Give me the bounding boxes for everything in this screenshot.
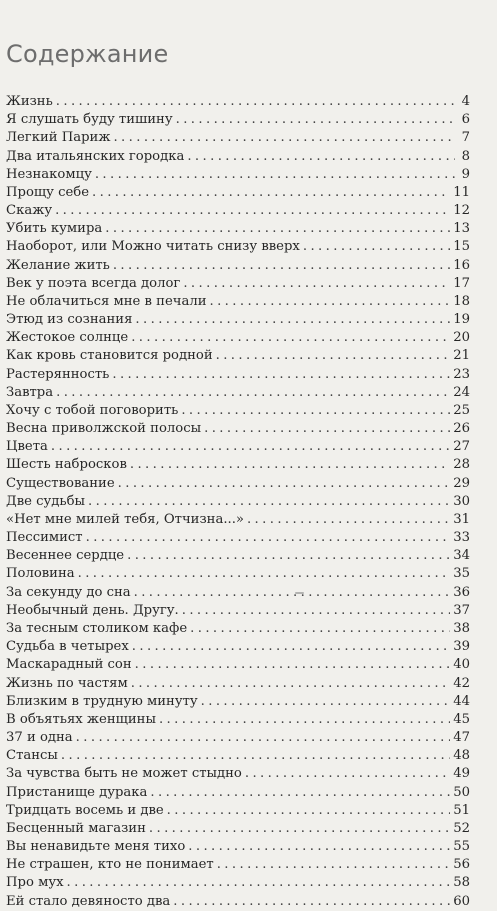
toc-entry-title: Стансы [6,748,58,764]
toc-dot-leader [130,456,450,474]
toc-entry [6,402,470,420]
toc-entry-page: 49 [453,766,470,782]
toc-entry-page: 42 [453,675,470,691]
toc-entry-title: Вы ненавидьте меня тихо [6,839,186,855]
toc-entry-page: 55 [453,839,470,855]
toc-entry-title: Скажу [6,203,53,219]
toc-dot-leader [67,874,451,892]
toc-entry-title: Весеннее сердце [6,548,125,564]
toc-entry-page: 37 [453,602,470,618]
toc-entry [6,874,470,892]
toc-entry-title: 37 и одна [6,730,73,746]
toc-entry-page: 51 [453,802,470,818]
toc-entry-title: Существование [6,475,115,491]
toc-entry [6,184,470,202]
toc-entry-page: 11 [453,184,470,200]
toc-entry-title: Завтра [6,384,54,400]
toc-dot-leader [159,711,450,729]
toc-entry [6,238,470,256]
toc-dot-leader [135,656,451,674]
toc-entry-page: 7 [461,130,470,146]
toc-entry [6,693,470,711]
toc-entry-page: 23 [453,366,470,382]
toc-entry-title: Растерянность [6,366,110,382]
toc-entry [6,584,470,602]
toc-entry-title: Жизнь [6,94,53,109]
toc-entry [6,202,470,220]
toc-entry-page: 26 [453,421,470,437]
toc-entry [6,329,470,347]
toc-entry [6,620,470,638]
toc-entry-page: 24 [453,384,470,400]
toc-dot-leader [95,166,455,184]
toc-entry-page: 8 [461,148,470,164]
toc-entry-page: 36 [453,584,470,600]
toc-entry-title: Убить кумира [6,221,103,237]
toc-entry-page: 31 [453,511,470,527]
toc-dot-leader [303,238,450,256]
toc-entry [6,438,470,456]
toc-entry-page: 20 [453,330,470,346]
toc-entry-title: Хочу с тобой поговорить [6,402,179,418]
toc-entry-page: 39 [453,639,470,655]
toc-entry-title: Желание жить [6,257,110,273]
toc-entry-title: Жизнь по частям [6,675,128,691]
toc-entry-page: 30 [453,493,470,509]
toc-entry-title: Два итальянских городка [6,148,185,164]
toc-dot-leader [190,620,450,638]
toc-dot-leader [204,420,450,438]
table-of-contents [6,93,470,911]
toc-entry-title: Ей стало девяносто два [6,893,171,909]
toc-entry [6,638,470,656]
toc-entry-page: 33 [453,530,470,546]
toc-dot-leader [149,820,450,838]
toc-entry [6,456,470,474]
toc-entry-title: Легкий Париж [6,130,111,146]
toc-dot-leader [188,838,450,856]
paper-smudge [295,592,304,594]
toc-entry [6,293,470,311]
toc-entry-page: 52 [453,820,470,836]
toc-entry-title: Близким в трудную минуту [6,693,198,709]
toc-entry-page: 13 [453,221,470,237]
toc-entry [6,420,470,438]
toc-entry-page: 12 [453,203,470,219]
toc-entry [6,820,470,838]
toc-entry [6,547,470,565]
toc-entry-page: 38 [453,620,470,636]
toc-entry-page: 27 [453,439,470,455]
toc-entry-page: 47 [453,730,470,746]
toc-entry-title: Жестокое солнце [6,330,129,346]
toc-entry-page: 19 [453,312,470,328]
toc-entry-title: Наоборот, или Можно читать снизу вверх [6,239,300,255]
toc-entry-title: Две судьбы [6,493,86,509]
toc-entry-page: 18 [453,293,470,309]
toc-entry [6,493,470,511]
toc-entry-title: «Нет мне милей тебя, Отчизна...» [6,511,244,527]
toc-dot-leader [245,765,450,783]
toc-entry-page: 17 [453,275,470,291]
toc-entry [6,384,470,402]
toc-entry-title: В объятьях женщины [6,711,156,727]
toc-entry-page: 21 [453,348,470,364]
toc-entry-title: Бесценный магазин [6,820,146,836]
toc-dot-leader [56,384,450,402]
toc-entry-title: Половина [6,566,75,582]
toc-entry-page: 15 [453,239,470,255]
toc-dot-leader [135,311,450,329]
toc-entry-title: Пессимист [6,530,83,546]
toc-entry-title: За секунду до сна [6,584,131,600]
toc-entry-page: 58 [453,875,470,891]
toc-dot-leader [181,402,450,420]
toc-entry-title: Не страшен, кто не понимает [6,857,214,873]
toc-entry [6,856,470,874]
toc-dot-leader [61,747,450,765]
toc-dot-leader [132,638,450,656]
toc-dot-leader [131,329,450,347]
toc-dot-leader [118,475,451,493]
toc-entry [6,656,470,674]
toc-entry [6,475,470,493]
toc-entry-title: Незнакомцу [6,166,92,182]
toc-entry-page: 29 [453,475,470,491]
toc-entry [6,893,470,911]
toc-entry-title: Весна приволжской полосы [6,421,202,437]
toc-entry-page: 60 [453,893,470,909]
toc-entry [6,838,470,856]
page-title: Содержание [6,40,169,68]
toc-dot-leader [127,547,450,565]
toc-dot-leader [183,275,450,293]
toc-entry-title: Пристанище дурака [6,784,148,800]
toc-entry-page: 9 [461,166,470,182]
toc-dot-leader [173,893,450,911]
toc-entry [6,765,470,783]
toc-entry [6,347,470,365]
toc-dot-leader [150,784,450,802]
toc-entry [6,511,470,529]
toc-entry-page: 45 [453,711,470,727]
toc-dot-leader [113,129,455,147]
toc-entry-title: Судьба в четырех [6,639,129,655]
toc-entry-page: 6 [461,112,470,128]
toc-entry [6,366,470,384]
toc-entry-page: 44 [453,693,470,709]
toc-entry-page: 28 [453,457,470,473]
toc-entry-title: Этюд из сознания [6,312,133,328]
toc-entry-title: Цвета [6,439,48,455]
toc-dot-leader [134,584,451,602]
toc-entry-title: За тесным столиком кафе [6,620,188,636]
toc-dot-leader [167,802,451,820]
toc-entry [6,747,470,765]
toc-entry [6,784,470,802]
toc-entry [6,111,470,129]
toc-entry [6,220,470,238]
toc-entry [6,275,470,293]
toc-dot-leader [105,220,450,238]
toc-dot-leader [182,602,450,620]
toc-entry-page: 34 [453,548,470,564]
toc-dot-leader [210,293,451,311]
toc-entry-page: 4 [461,94,470,109]
toc-entry-title: Век у поэта всегда долог [6,275,181,291]
toc-entry-title: Прощу себе [6,184,90,200]
toc-dot-leader [187,148,455,166]
toc-entry [6,257,470,275]
toc-entry [6,675,470,693]
toc-entry-page: 48 [453,748,470,764]
toc-entry [6,602,470,620]
toc-dot-leader [56,93,455,111]
toc-entry [6,529,470,547]
toc-entry [6,802,470,820]
toc-entry-page: 56 [453,857,470,873]
toc-entry [6,166,470,184]
toc-dot-leader [247,511,450,529]
toc-dot-leader [216,347,451,365]
toc-dot-leader [201,693,451,711]
toc-dot-leader [86,529,451,547]
toc-entry-page: 50 [453,784,470,800]
toc-entry-page: 25 [453,402,470,418]
toc-dot-leader [217,856,451,874]
toc-entry-title: Маскарадный сон [6,657,132,673]
toc-entry [6,93,470,111]
toc-entry-title: Не облачиться мне в печали [6,293,207,309]
toc-entry [6,129,470,147]
toc-entry-title: За чувства быть не может стыдно [6,766,242,782]
toc-entry-title: Про мух [6,875,64,891]
toc-dot-leader [55,202,450,220]
toc-entry [6,148,470,166]
toc-dot-leader [176,111,455,129]
toc-entry-title: Необычный день. Другу. [6,602,179,618]
toc-entry-title: Тридцать восемь и две [6,802,164,818]
toc-entry-title: Шесть набросков [6,457,127,473]
toc-entry-title: Я слушать буду тишину [6,112,173,128]
toc-dot-leader [131,675,450,693]
toc-entry [6,729,470,747]
toc-entry-page: 40 [453,657,470,673]
toc-dot-leader [88,493,450,511]
toc-entry-title: Как кровь становится родной [6,348,213,364]
toc-dot-leader [113,257,450,275]
toc-entry-page: 16 [453,257,470,273]
toc-dot-leader [112,366,450,384]
toc-entry [6,565,470,583]
toc-entry [6,311,470,329]
toc-entry-page: 35 [453,566,470,582]
toc-dot-leader [76,729,451,747]
toc-dot-leader [78,565,451,583]
toc-dot-leader [92,184,450,202]
toc-dot-leader [51,438,450,456]
toc-entry [6,711,470,729]
